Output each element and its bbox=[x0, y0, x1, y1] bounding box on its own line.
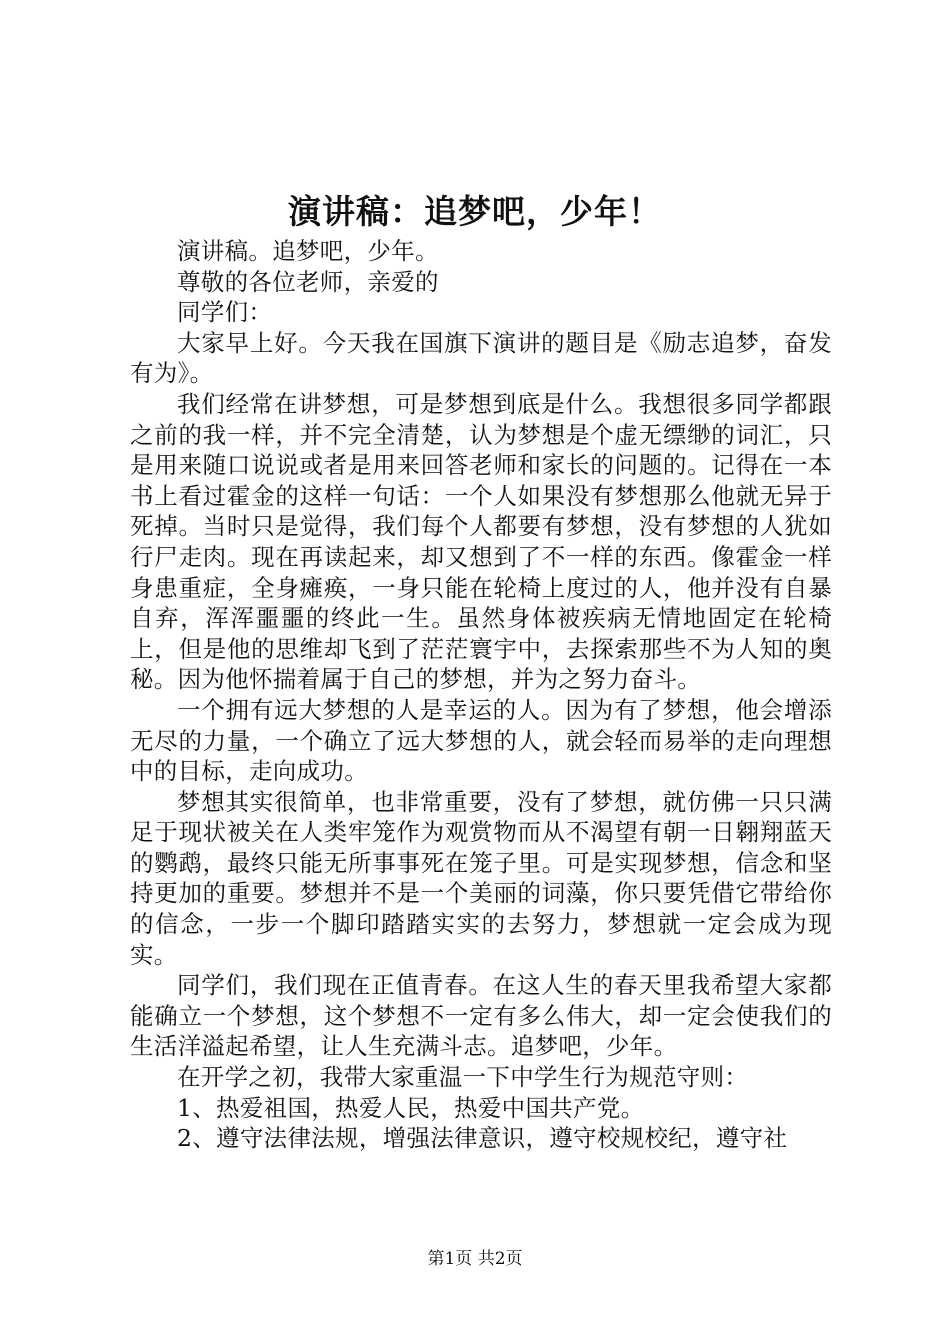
document-title: 演讲稿：追梦吧，少年！ bbox=[288, 192, 662, 231]
paragraph-hawking: 我们经常在讲梦想，可是梦想到底是什么。我想很多同学都跟之前的我一样，并不完全清楚，认为梦想是个虚无缥缈的词汇，只是用来随口说说或者是用来回答老师和家长的问题的。记得在一本书上看过霍金的这样一句话：一个人如果没有梦想那么他就无异于死掉。当时只是觉得，我们每个人都要有梦想，没有梦想的人犹如行尸走肉。现在再读起来，却又想到了不一样的东西。像霍金一样身患重症，全身瘫痪，一身只能在轮椅上度过的人，他并没有自暴自弃，浑浑噩噩的终此一生。虽然身体被疾病无情地固定在轮椅上，但是他的思维却飞到了茫茫寰宇中，去探索那些不为人知的奥秘。因为他怀揣着属于自己的梦想，并为之努力奋斗。 bbox=[130, 389, 832, 694]
document-body bbox=[130, 236, 832, 1154]
paragraph-rule-1: 1、热爱祖国，热爱人民，热爱中国共产党。 bbox=[177, 1093, 645, 1122]
paragraph-youth: 同学们，我们现在正值青春。在这人生的春天里我希望大家都能确立一个梦想，这个梦想不一定有多么伟大，却一定会使我们的生活洋溢起希望，让人生充满斗志。追梦吧，少年。 bbox=[130, 971, 832, 1061]
paragraph-parrot: 梦想其实很简单，也非常重要，没有了梦想，就仿佛一只只满足于现状被关在人类牢笼作为观赏物而从不渴望有朝一日翱翔蓝天的鹦鹉，最终只能无所事事死在笼子里。可是实现梦想，信念和坚持更加的重要。梦想并不是一个美丽的词藻，你只要凭借它带给你的信念，一步一个脚印踏踏实实的去努力，梦想就一定会成为现实。 bbox=[130, 787, 832, 969]
paragraph-rule-2: 2、遵守法律法规，增强法律意识，遵守校规校纪，遵守社 bbox=[177, 1124, 788, 1153]
paragraph-salutation: 尊敬的各位老师，亲爱的 bbox=[177, 267, 439, 296]
paragraph-rules-intro: 在开学之初，我带大家重温一下中学生行为规范守则： bbox=[177, 1063, 749, 1092]
paragraph-greeting: 大家早上好。今天我在国旗下演讲的题目是《励志追梦，奋发有为》。 bbox=[130, 328, 832, 388]
page-footer: 第1页 共2页 bbox=[427, 1249, 523, 1269]
paragraph-salutation-cont: 同学们： bbox=[177, 298, 273, 327]
paragraph-opening-title: 演讲稿。追梦吧，少年。 bbox=[177, 237, 439, 265]
paragraph-lucky-dreamer: 一个拥有远大梦想的人是幸运的人。因为有了梦想，他会增添无尽的力量，一个确立了远大梦想的人，就会轻而易举的走向理想中的目标，走向成功。 bbox=[130, 695, 832, 786]
